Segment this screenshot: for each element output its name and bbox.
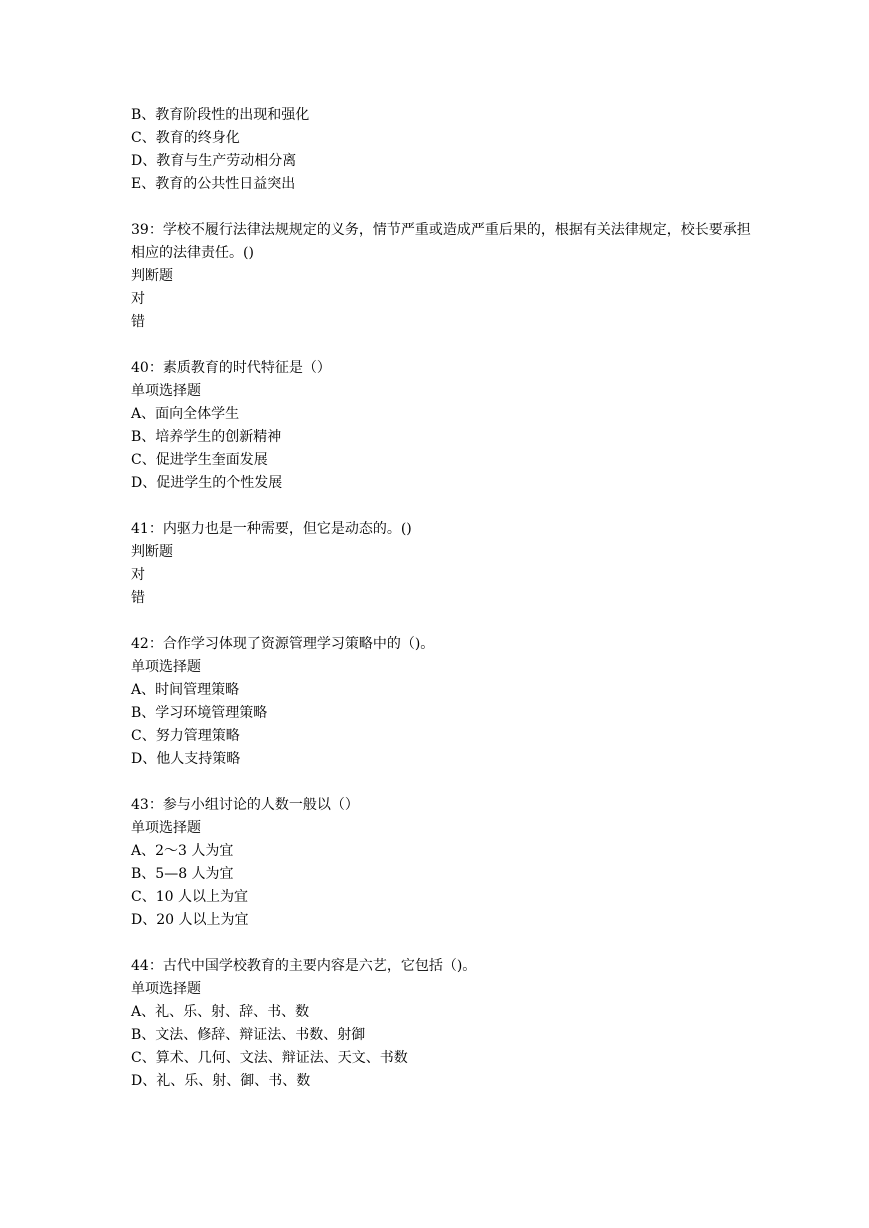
question-44 bbox=[131, 955, 751, 1093]
option: C、教育的终身化 bbox=[131, 130, 240, 146]
option: C、促进学生奎面发展 bbox=[131, 452, 268, 468]
option: D、促进学生的个性发展 bbox=[131, 475, 283, 491]
question-stem: 44：古代中国学校教育的主要内容是六艺，它包括（)。 bbox=[131, 958, 477, 974]
question-40 bbox=[131, 357, 751, 495]
option: D、教育与生产劳动相分离 bbox=[131, 153, 297, 169]
question-type: 单项选择题 bbox=[131, 820, 201, 836]
question-41 bbox=[131, 518, 751, 610]
option: 错 bbox=[131, 314, 145, 330]
spacer bbox=[131, 495, 751, 518]
question-type: 判断题 bbox=[131, 268, 173, 284]
question-stem: 42：合作学习体现了资源管理学习策略中的（)。 bbox=[131, 636, 435, 652]
question-list bbox=[131, 104, 751, 1093]
question-stem: 43：参与小组讨论的人数一般以（） bbox=[131, 797, 359, 813]
option: C、算术、几何、文法、辩证法、天文、书数 bbox=[131, 1050, 408, 1066]
option: A、2～3 人为宜 bbox=[131, 843, 234, 859]
spacer bbox=[131, 771, 751, 794]
option: B、学习环境管理策略 bbox=[131, 705, 268, 721]
question-43 bbox=[131, 794, 751, 932]
option: A、时间管理策略 bbox=[131, 682, 240, 698]
option: A、礼、乐、射、辞、书、数 bbox=[131, 1004, 310, 1020]
question-type: 单项选择题 bbox=[131, 383, 201, 399]
question-stem: 41：内驱力也是一种需要，但它是动态的。() bbox=[131, 521, 412, 537]
option: B、教育阶段性的出现和强化 bbox=[131, 107, 310, 123]
question-stem: 40：素质教育的时代特征是（） bbox=[131, 360, 331, 376]
question-type: 判断题 bbox=[131, 544, 173, 560]
option: 对 bbox=[131, 567, 145, 583]
continuation-options bbox=[131, 104, 751, 196]
option: D、他人支持策略 bbox=[131, 751, 241, 767]
spacer bbox=[131, 932, 751, 955]
question-stem: 39：学校不履行法律法规规定的义务，情节严重或造成严重后果的，根据有关法律规定，校长要承担相应的法律责任。() bbox=[131, 222, 751, 261]
option: E、教育的公共性日益突出 bbox=[131, 176, 296, 192]
option: A、面向全体学生 bbox=[131, 406, 240, 422]
option: D、20 人以上为宜 bbox=[131, 912, 249, 928]
spacer bbox=[131, 610, 751, 633]
option: 错 bbox=[131, 590, 145, 606]
option: D、礼、乐、射、御、书、数 bbox=[131, 1073, 311, 1089]
option: 对 bbox=[131, 291, 145, 307]
question-type: 单项选择题 bbox=[131, 981, 201, 997]
option: C、10 人以上为宜 bbox=[131, 889, 248, 905]
option: B、文法、修辞、辩证法、书数、射御 bbox=[131, 1027, 366, 1043]
question-39 bbox=[131, 219, 751, 334]
option: C、努力管理策略 bbox=[131, 728, 240, 744]
question-type: 单项选择题 bbox=[131, 659, 201, 675]
question-42 bbox=[131, 633, 751, 771]
spacer bbox=[131, 334, 751, 357]
option: B、培养学生的创新精神 bbox=[131, 429, 282, 445]
spacer bbox=[131, 196, 751, 219]
option: B、5—8 人为宜 bbox=[131, 866, 234, 882]
